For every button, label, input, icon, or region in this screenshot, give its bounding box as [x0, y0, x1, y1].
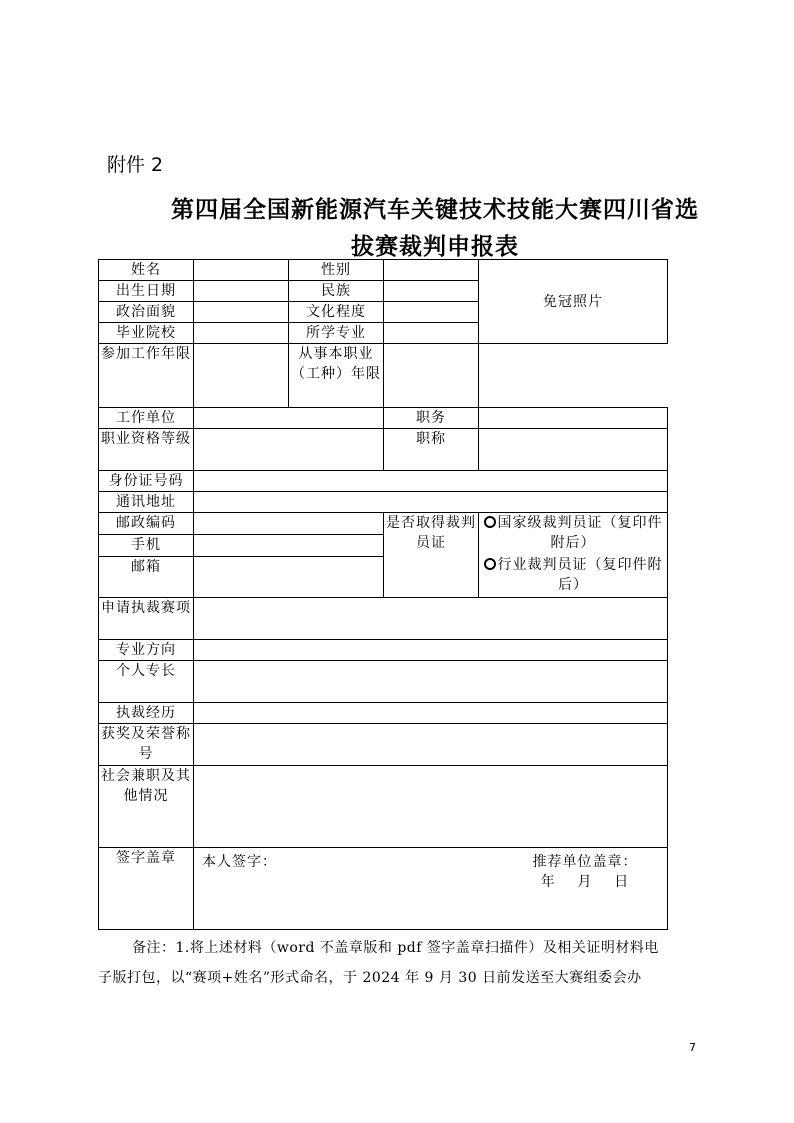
political-field[interactable] — [194, 302, 289, 323]
radio-icon[interactable] — [484, 558, 496, 570]
cert-option-national-label: 国家级裁判员证（复印件附后） — [497, 515, 663, 551]
event-label: 申请执裁赛项 — [99, 598, 194, 640]
name-label: 姓名 — [99, 260, 194, 281]
self-sign-label: 本人签字： — [202, 854, 277, 870]
title-field[interactable] — [479, 429, 668, 471]
direction-label: 专业方向 — [99, 640, 194, 661]
gender-label: 性别 — [289, 260, 384, 281]
experience-label: 执裁经历 — [99, 703, 194, 724]
cert-option-industry-label: 行业裁判员证（复印件附后） — [497, 557, 663, 593]
direction-field[interactable] — [194, 640, 668, 661]
education-label: 文化程度 — [289, 302, 384, 323]
specialty-label: 个人专长 — [99, 661, 194, 703]
id-label: 身份证号码 — [99, 471, 194, 492]
major-field[interactable] — [384, 323, 479, 344]
birth-label: 出生日期 — [99, 281, 194, 302]
other-field[interactable] — [194, 766, 668, 848]
education-field[interactable] — [384, 302, 479, 323]
qualification-label: 职业资格等级 — [99, 429, 194, 471]
work-years-field[interactable] — [194, 344, 289, 408]
cert-option-national[interactable] — [481, 513, 665, 553]
date-label: 年 月 日 — [540, 874, 630, 890]
political-label: 政治面貌 — [99, 302, 194, 323]
phone-field[interactable] — [194, 534, 384, 556]
awards-label: 获奖及荣誉称号 — [99, 724, 194, 766]
title-label: 职称 — [384, 429, 479, 471]
attachment-label: 附件 2 — [107, 154, 164, 176]
name-field[interactable] — [194, 260, 289, 281]
event-field[interactable] — [194, 598, 668, 640]
email-field[interactable] — [194, 556, 384, 597]
note-line-2: 子版打包，以“赛项+姓名”形式命名，于 2024 年 9 月 30 日前发送至大赛组委会办 — [98, 970, 642, 986]
form-title-line1: 第四届全国新能源汽车关键技术技能大赛四川省选 — [171, 197, 699, 223]
gender-field[interactable] — [384, 260, 479, 281]
awards-field[interactable] — [194, 724, 668, 766]
birth-field[interactable] — [194, 281, 289, 302]
unit-seal-label: 推荐单位盖章： — [532, 854, 638, 870]
radio-icon[interactable] — [484, 516, 496, 528]
page-number: 7 — [689, 1041, 696, 1054]
address-field[interactable] — [194, 492, 668, 513]
position-label: 职务 — [384, 408, 479, 429]
form-title-line2: 拔赛裁判申报表 — [351, 234, 519, 260]
postcode-field[interactable] — [194, 513, 384, 535]
phone-label: 手机 — [99, 534, 194, 556]
ethnicity-label: 民族 — [289, 281, 384, 302]
referee-cert-label: 是否取得裁判员证 — [384, 513, 479, 598]
email-label: 邮箱 — [99, 556, 194, 597]
signature-field[interactable] — [194, 848, 668, 930]
experience-field[interactable] — [194, 703, 668, 724]
referee-cert-options — [479, 513, 668, 598]
work-years-label: 参加工作年限 — [99, 344, 194, 408]
photo-label: 免冠照片 — [543, 293, 603, 310]
school-label: 毕业院校 — [99, 323, 194, 344]
photo-box[interactable] — [479, 260, 668, 344]
major-label: 所学专业 — [289, 323, 384, 344]
occupation-years-field[interactable] — [384, 344, 479, 408]
address-label: 通讯地址 — [99, 492, 194, 513]
qualification-field[interactable] — [194, 429, 384, 471]
application-form-table — [98, 259, 668, 930]
cert-option-industry[interactable] — [481, 555, 665, 595]
specialty-field[interactable] — [194, 661, 668, 703]
ethnicity-field[interactable] — [384, 281, 479, 302]
position-field[interactable] — [479, 408, 668, 429]
employer-field[interactable] — [194, 408, 384, 429]
school-field[interactable] — [194, 323, 289, 344]
id-field[interactable] — [194, 471, 668, 492]
occupation-years-label: 从事本职业（工种）年限 — [289, 344, 384, 408]
signature-label: 签字盖章 — [99, 848, 194, 930]
other-label: 社会兼职及其他情况 — [99, 766, 194, 848]
note-line-1: 备注：1.将上述材料（word 不盖章版和 pdf 签字盖章扫描件）及相关证明材料电 — [132, 940, 659, 956]
employer-label: 工作单位 — [99, 408, 194, 429]
postcode-label: 邮政编码 — [99, 513, 194, 535]
